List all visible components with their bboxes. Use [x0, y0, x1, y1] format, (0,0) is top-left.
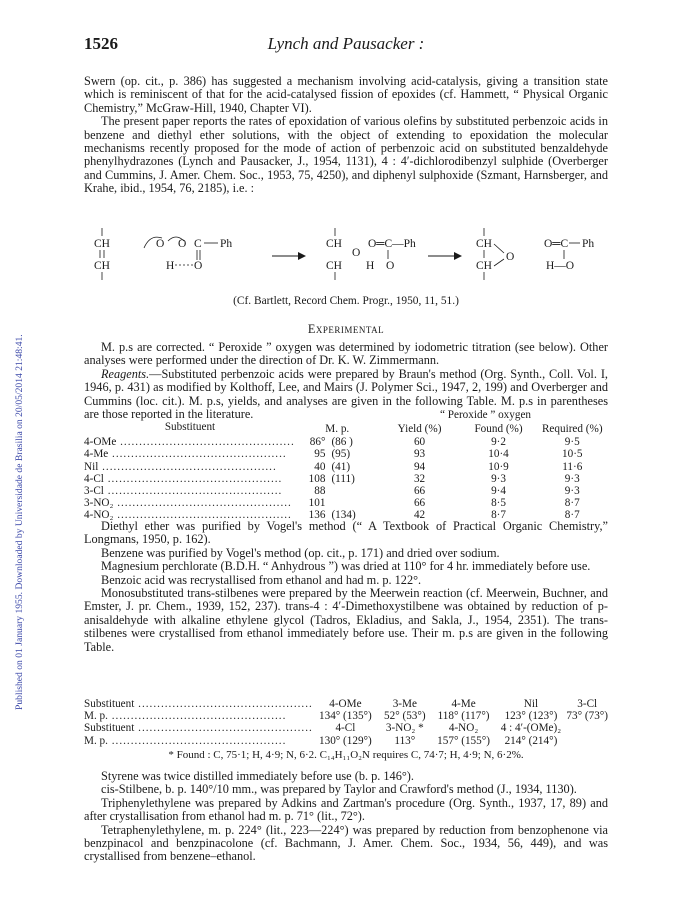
cell-yield: 66	[413, 497, 426, 510]
cell-mp: 101	[308, 497, 326, 510]
row-label: M. p. .....	[84, 735, 313, 747]
cell-mp: 88	[314, 485, 326, 498]
cell-mp: 95	[314, 448, 326, 461]
cell: 4-Cl	[335, 722, 356, 735]
cell-substituent: 4-OMe .....	[84, 436, 296, 448]
bond-line	[494, 259, 504, 266]
th-required: Required (%)	[541, 422, 603, 435]
arrowhead-icon	[454, 252, 462, 260]
row-label: M. p. .....	[84, 710, 313, 722]
cell-mp-lit: (86 )	[331, 436, 353, 449]
cell-found: 8·5	[491, 497, 506, 510]
paragraph-mp-corrected: M. p.s are corrected. “ Peroxide ” oxygen was determined by iodometric titration (see below). Other analyses were performed under the direction of Dr. K. W. Zimmermann.	[84, 340, 608, 368]
scheme-caption: (Cf. Bartlett, Record Chem. Progr., 1950, 11, 51.)	[233, 295, 459, 307]
ts-atom-ch-1: CH	[326, 238, 342, 250]
reagents-text: —Substituted perbenzoic acids were prepared by Braun's method (Org. Synth., Coll. Vol. I, 1946, p. 431) as modified by Kolthoff, Lee, and Mairs (J. Polymer Sci., 1947, 2, 199) and Overberger and Cummins (loc. cit.). M. p.s, yields, and analyses are given in the following Table. M. p.s in parentheses are those reported in the literature.	[84, 366, 608, 422]
cell-mp: 40	[314, 460, 326, 473]
cell: 214° (214°)	[504, 734, 558, 747]
cell-substituent: 4-Cl .....	[84, 473, 296, 485]
cell-substituent: 4-Me .....	[84, 448, 296, 460]
arrowhead-icon	[298, 252, 306, 260]
cell-found: 9·3	[491, 472, 506, 485]
epoxide-o: O	[506, 251, 515, 263]
atom-o-3: O	[194, 260, 203, 272]
th-mp: M. p.	[325, 422, 350, 435]
cell-required: 11·6	[562, 460, 583, 473]
cell: 134° (135°)	[319, 710, 372, 723]
cell-mp: 108	[308, 472, 326, 485]
cell-mp-lit	[325, 497, 378, 509]
table-row	[84, 485, 608, 497]
table1	[84, 421, 608, 522]
paragraph-triphenylethylene: Triphenylethylene was prepared by Adkins and Zartman's procedure (Org. Synth., 1937, 17, 89) and after crystallisation from ethanol had m. p. 71° (lit., 72°).	[84, 795, 608, 824]
table-header-row	[84, 421, 608, 436]
reagents-label: Reagents.	[101, 366, 150, 381]
cell: 3-Cl	[577, 698, 598, 710]
cell	[566, 735, 608, 747]
paragraph-cis-stilbene: cis-Stilbene, b. p. 140°/10 mm., was prepared by Taylor and Crawford's method (J., 1934, 1130).	[101, 782, 577, 797]
atom-ch-2: CH	[94, 260, 110, 272]
cell-required: 8·7	[564, 497, 580, 510]
cell-yield: 42	[413, 509, 426, 522]
table-row	[84, 473, 608, 485]
cell-mp-lit: (41)	[331, 460, 351, 473]
cell-required: 8·7	[564, 509, 580, 522]
acid-ph: Ph	[582, 238, 595, 250]
download-notice	[2, 150, 25, 710]
cell	[566, 722, 608, 734]
cell-required: 9·3	[564, 472, 580, 485]
paragraph-styrene: Styrene was twice distilled immediately before use (b. p. 146°).	[101, 769, 414, 783]
th-yield: Yield (%)	[397, 422, 442, 435]
table2-footnote: * Found : C, 75·1; H, 4·9; N, 6·2. C₁₄H₁₁O₂N requires C, 74·7; H, 4·9; N, 6·2%.	[168, 748, 524, 761]
cell-yield: 66	[413, 485, 426, 498]
cell-required: 9·5	[564, 436, 580, 449]
intro-block	[84, 75, 608, 196]
download-notice-text: Published on 01 January 1955. Downloaded by Universidade de Brasilia on 20/05/2014 21:48:41.	[14, 334, 25, 710]
ts-o-eq-c-ph: O═C—Ph	[368, 238, 416, 250]
table-row	[84, 710, 608, 722]
bond-line	[494, 244, 504, 253]
cell: Nil	[523, 698, 539, 710]
row-label: Substituent .....	[84, 698, 313, 710]
cell-mp: 136	[308, 509, 326, 522]
table-row	[84, 448, 608, 460]
paragraph-ether: Diethyl ether was purified by Vogel's method (“ A Textbook of Practical Organic Chemistry,” Longmans, 1950, p. 162).	[84, 519, 608, 547]
cell: 4-OMe	[329, 698, 362, 710]
olefins-block	[84, 770, 608, 864]
atom-h: H	[166, 260, 175, 272]
cell-found: 8·7	[491, 509, 506, 522]
paragraph-tetraphenylethylene: Tetraphenylethylene, m. p. 224° (lit., 223—224°) was prepared by reduction from benzophenone via benzpinacol and benzpinacolone (cf. Bachmann, J. Amer. Chem. Soc., 1934, 56, 449), and was crystallised from benzene–ethanol.	[84, 822, 608, 864]
table-stilbenes	[84, 698, 608, 761]
page-header	[84, 34, 608, 56]
atom-o-1: O	[156, 238, 165, 250]
cell: 3-Me	[392, 698, 417, 710]
epoxide-ch-1: CH	[476, 238, 492, 250]
cell-substituent: 3-NO₂ .....	[84, 497, 296, 509]
cell-mp-lit: (95)	[331, 448, 351, 461]
atom-o-2: O	[178, 238, 187, 250]
epoxide-ch-2: CH	[476, 260, 492, 272]
paragraph-stilbenes: Monosubstituted trans-stilbenes were prepared by the Meerwein reaction (cf. Meerwein, Buchner, and Emster, J. pr. Chem., 1939, 152, 237). trans-4 : 4′-Dimethoxystilbene was obtained by reduction of p-anisaldehyde with alkaline ethylene glycol (Tadros, Ekladius, and Sakla, J., 1954, 2351). The trans-stilbenes were crystallised from ethanol immediately before use. Their m. p.s are given in the following Table.	[84, 586, 608, 654]
cell-yield: 93	[413, 448, 426, 461]
cell-substituent: 4-NO₂ .....	[84, 509, 296, 521]
ts-atom-ch-2: CH	[326, 260, 342, 272]
purification-block	[84, 520, 608, 654]
cell-yield: 60	[413, 436, 426, 449]
th-found: Found (%)	[474, 422, 523, 435]
running-title: Lynch and Pausacker :	[267, 34, 425, 53]
paragraph-present-paper: The present paper reports the rates of epoxidation of various olefins by substituted perbenzoic acids in benzene and diethyl ether solutions, with the object of extending to epoxidation the molecular mechanisms recently proposed for the mode of action of perbenzoic acid on substituted benzaldehyde phenylhydrazones (Lynch and Pausacker, J., 1954, 1131), 4 : 4′-dichlorodibenzyl sulphide (Overberger and Cummins, J. Amer. Chem. Soc., 1953, 75, 4250), and diphenyl sulphoxide (Szmant, Harnsberger, and Krahe, ibid., 1954, 76, 2185), i.e. :	[84, 114, 608, 196]
acid-oeqc: O═C	[544, 238, 569, 250]
paragraph-swern: Swern (op. cit., p. 386) has suggested a mechanism involving acid-catalysis, giving a transition state which is reminiscent of that for the acid-catalysed fission of epoxides (cf. Hammett, “ Physical Organic Chemistry,” McGraw-Hill, 1940, Chapter VI).	[84, 74, 608, 115]
cell-mp-lit: (134)	[331, 509, 356, 522]
cell-required: 10·5	[562, 448, 583, 461]
table1-group-header: “ Peroxide ” oxygen	[440, 409, 532, 421]
experimental-section	[84, 322, 608, 421]
cell-found: 9·2	[491, 436, 506, 449]
cell: 52° (53°)	[384, 710, 426, 723]
cell: 130° (129°)	[319, 734, 372, 747]
experimental-heading: Experimental	[307, 322, 385, 336]
cell-found: 10·4	[488, 448, 509, 461]
table-row	[84, 698, 608, 710]
acid-h-o: H—O	[546, 260, 575, 272]
page-number: 1526	[84, 34, 118, 53]
table-row	[84, 461, 608, 473]
cell: 118° (117°)	[437, 710, 490, 723]
cell: 4-NO₂	[448, 722, 479, 735]
paragraph-magnesium: Magnesium perchlorate (B.D.H. “ Anhydrous ”) was dried at 110° for 4 hr. immediately before use.	[101, 559, 591, 574]
table-row	[84, 722, 608, 734]
cell-yield: 94	[413, 460, 426, 473]
table-perbenzoic-acids	[84, 409, 608, 522]
cell-mp-lit	[325, 485, 378, 497]
cell: 4 : 4′-(OMe)₂	[500, 722, 562, 735]
cell-substituent: Nil .....	[84, 461, 296, 473]
cell-required: 9·3	[564, 485, 580, 498]
atom-ch-1: CH	[94, 238, 110, 250]
cell: 4-Me	[451, 698, 476, 710]
cell: 73° (73°)	[566, 710, 608, 723]
ts-atom-h: H	[366, 260, 375, 272]
table2	[84, 698, 608, 747]
row-label: Substituent .....	[84, 722, 313, 734]
cell-yield: 32	[413, 472, 426, 485]
cell-found: 10·9	[488, 460, 509, 473]
ts-atom-o: O	[352, 247, 361, 259]
mechanism-scheme	[84, 226, 608, 294]
cell-mp: 86°	[309, 436, 326, 449]
cell: 3-NO₂ *	[385, 722, 424, 735]
ts-atom-o-2: O	[386, 260, 395, 272]
cell-mp-lit: (111)	[331, 472, 355, 485]
table-row	[84, 497, 608, 509]
paragraph-benzene: Benzene was purified by Vogel's method (op. cit., p. 171) and dried over sodium.	[101, 545, 500, 560]
paragraph-benzoic: Benzoic acid was recrystallised from ethanol and had m. p. 122°.	[101, 572, 422, 587]
cell: 123° (123°)	[504, 710, 558, 723]
th-substituent: Substituent	[164, 421, 216, 433]
table-row	[84, 436, 608, 448]
cell: 157° (155°)	[437, 734, 490, 747]
atom-ph: Ph	[220, 238, 233, 250]
table-row	[84, 735, 608, 747]
atom-c: C	[194, 238, 202, 250]
cell: 113°	[394, 734, 416, 747]
cell-found: 9·4	[491, 485, 506, 498]
cell-substituent: 3-Cl .....	[84, 485, 296, 497]
